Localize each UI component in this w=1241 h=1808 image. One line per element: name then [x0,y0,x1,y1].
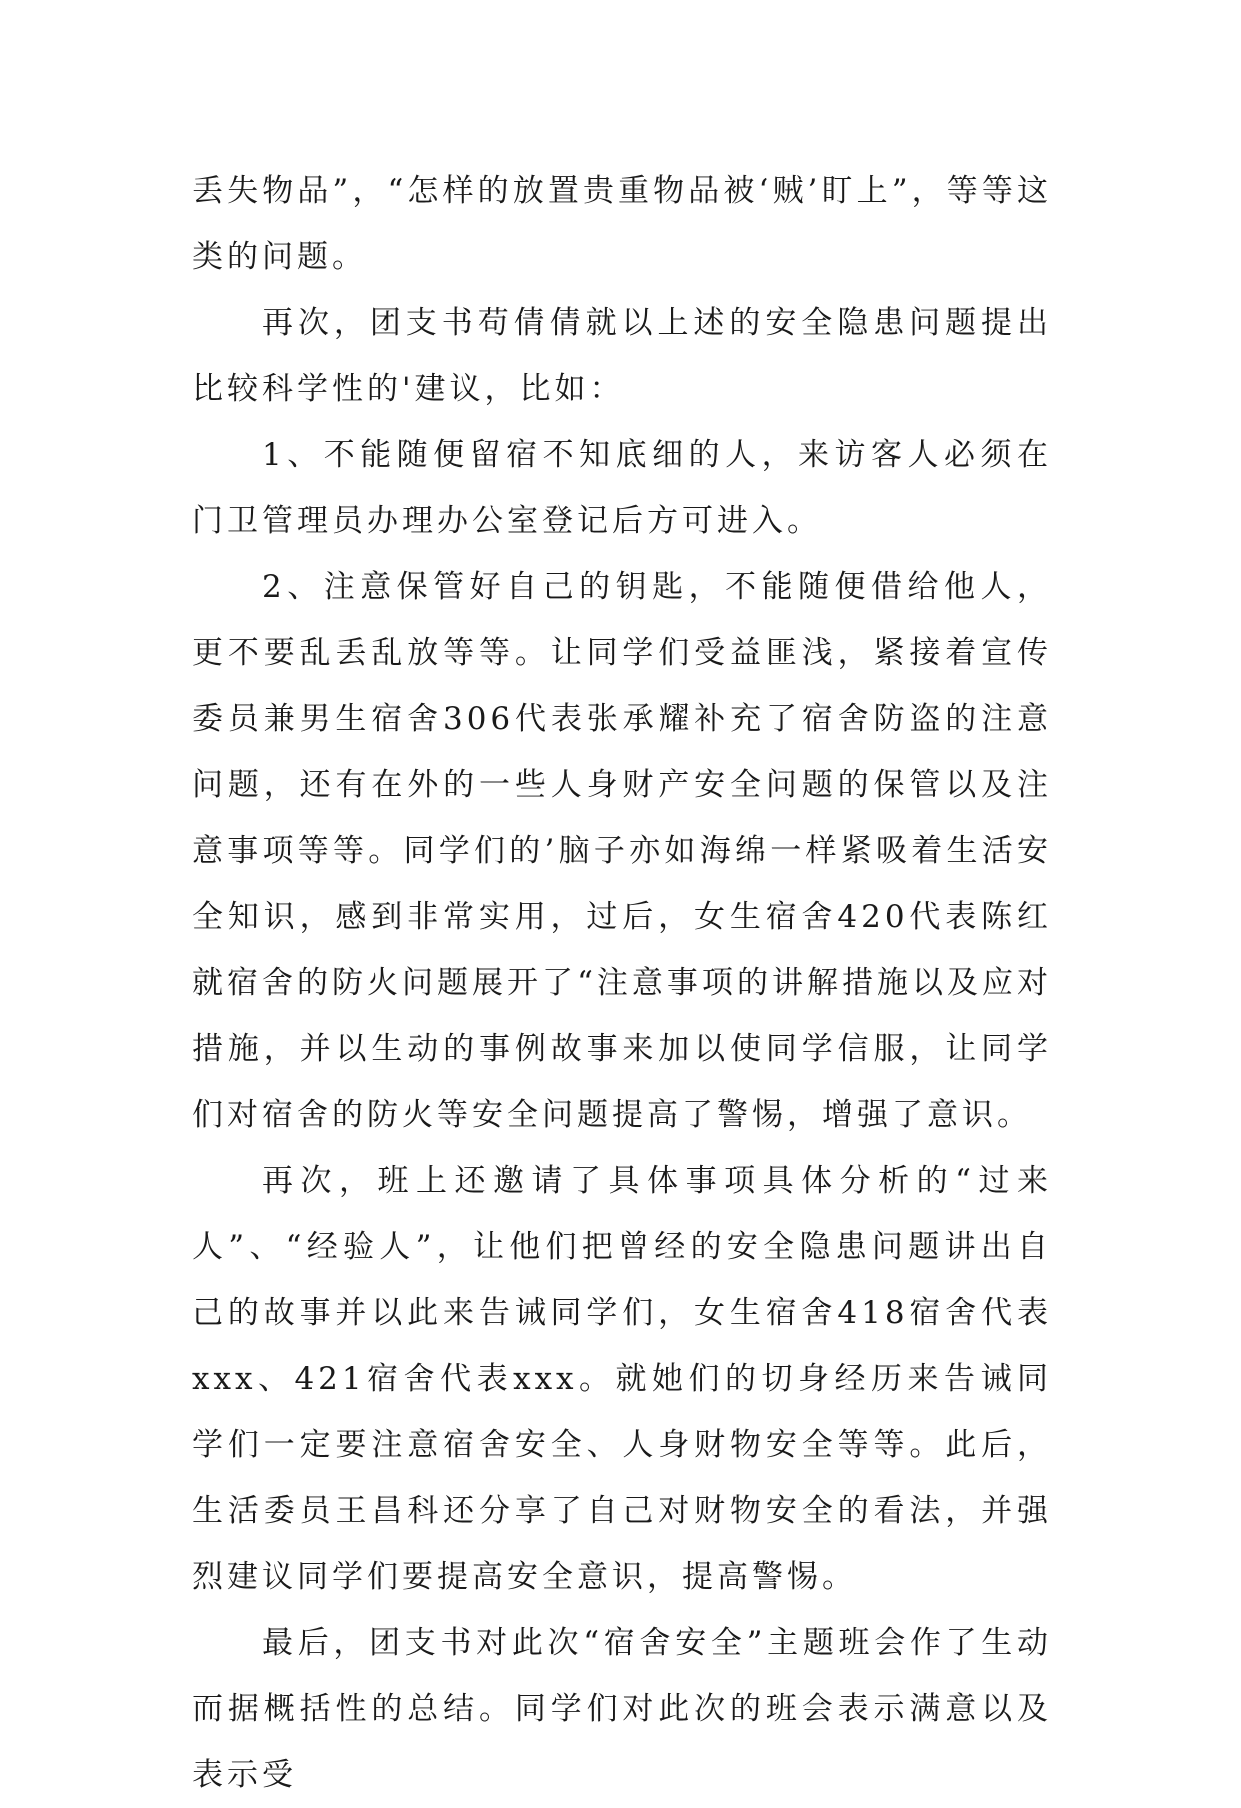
paragraph-2: 再次，团支书苟倩倩就以上述的安全隐患问题提出比较科学性的'建议，比如： [192,305,1052,407]
paragraph-3: 1、不能随便留宿不知底细的人，来访客人必须在门卫管理员办理办公室登记后方可进入。 [192,437,1052,539]
paragraph-5: 再次，班上还邀请了具体事项具体分析的“过来人”、“经验人”，让他们把曾经的安全隐患问题讲出自己的故事并以此来告诫同学们，女生宿舍418宿舍代表xxx、421宿舍代表xxx。就她们的切身经历来告诫同学们一定要注意宿舍安全、人身财物安全等等。此后，生活委员王昌科还分享了自己对财物安全的看法，并强烈建议同学们要提高安全意识，提高警惕。 [192,1163,1052,1595]
paragraph-1: 丢失物品”，“怎样的放置贵重物品被‘贼’盯上”，等等这类的问题。 [192,173,1052,275]
document-body [192,158,1052,1808]
paragraph-6: 最后，团支书对此次“宿舍安全”主题班会作了生动而据概括性的总结。同学们对此次的班会表示满意以及表示受 [192,1625,1052,1793]
paragraph-4: 2、注意保管好自己的钥匙，不能随便借给他人，更不要乱丢乱放等等。让同学们受益匪浅，紧接着宣传委员兼男生宿舍306代表张承耀补充了宿舍防盗的注意问题，还有在外的一些人身财产安全问题的保管以及注意事项等等。同学们的’脑子亦如海绵一样紧吸着生活安全知识，感到非常实用，过后，女生宿舍420代表陈红就宿舍的防火问题展开了“注意事项的讲解措施以及应对措施，并以生动的事例故事来加以使同学信服，让同学们对宿舍的防火等安全问题提高了警惕，增强了意识。 [192,569,1052,1133]
